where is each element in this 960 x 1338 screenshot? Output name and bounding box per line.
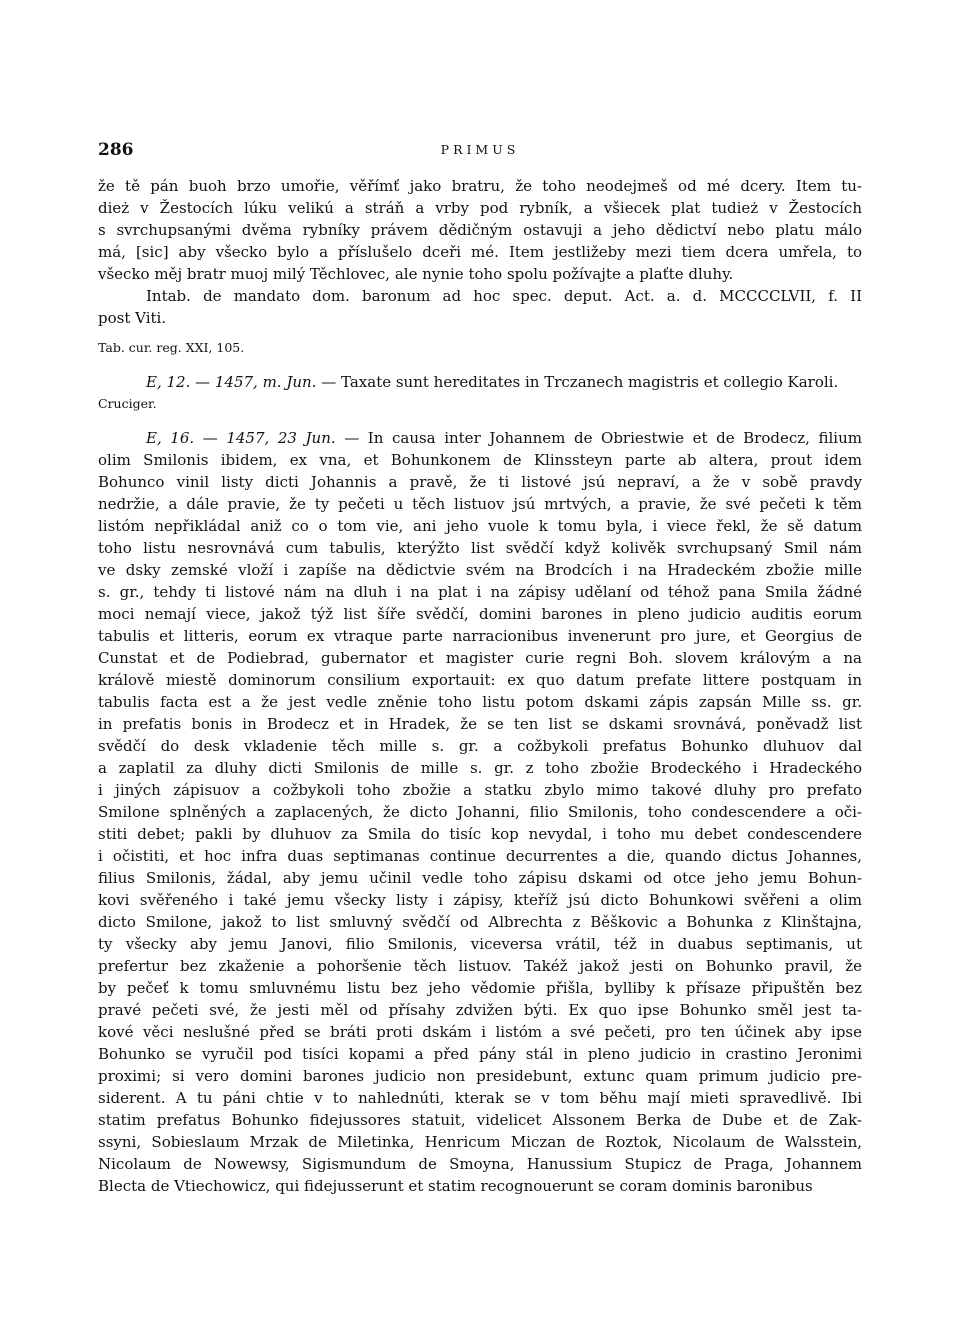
document-body	[98, 175, 862, 1197]
text-line	[98, 427, 862, 449]
text-line: i očistiti, et hoc infra duas septimanas continue decurrentes a die, quando dictus Johannes,	[98, 847, 862, 865]
text-line: a zaplatil za dluhy dicti Smilonis de mille s. gr. z toho zbožie Brodeckého i Hradeckého	[98, 759, 862, 777]
text-line: tabulis et litteris, eorum ex vtraque parte narracionibus invenerunt pro jure, et Georgius de	[98, 627, 862, 645]
entry-e16	[98, 427, 862, 1197]
entry-e12	[98, 371, 862, 393]
text-line: tabulis facta est a že jest vedle zněnie toho listu potom dskami zápis zapsán Mille ss. gr.	[98, 693, 862, 711]
text-line: ve dsky zemské vloží i zapíše na dědictvie svém na Brodcích i na Hradeckém zbožie mille	[98, 561, 862, 579]
entry-text: — In causa inter Johannem de Obriestwie et de Brodecz, filium	[344, 429, 862, 447]
text-line: dicto Smilone, jakož to list smluvný svědčí od Albrechta z Běškovic a Bohunka z Klinštajna,	[98, 913, 862, 931]
text-line: Bohunco vinil listy dicti Johannis a pravě, že ti listové jsú nepraví, a že v sobě pravdy	[98, 473, 862, 491]
text-line: Cunstat et de Podiebrad, gubernator et magister curie regni Boh. slovem královým a na	[98, 649, 862, 667]
text-line: s svrchupsanými dvěma rybníky právem dědičným ostavuji a jeho dědictví nebo platu málo	[98, 221, 862, 239]
text-line: filius Smilonis, žádal, aby jemu učinil vedle toho zápisu dskami od otce jeho jemu Bohun-	[98, 869, 862, 887]
text-line: statim prefatus Bohunko fidejussores statuit, videlicet Alssonem Berka de Dube et de Zak-	[98, 1111, 862, 1129]
text-line: post Viti.	[98, 309, 167, 327]
entry-lines	[98, 449, 862, 1197]
text-line: in prefatis bonis in Brodecz et in Hradek, že se ten list se dskami srovnává, poněvadž list	[98, 715, 862, 733]
text-line: olim Smilonis ibidem, ex vna, et Bohunkonem de Klinssteyn parte ab altera, prout idem	[98, 451, 862, 469]
page-number: 286	[98, 140, 134, 160]
text-line: stiti debet; pakli by dluhuov za Smila do tisíc kop nevydal, i toho mu debet condescendere	[98, 825, 862, 843]
text-line: ty všecky aby jemu Janovi, filio Smilonis, viceversa vrátil, též in duabus septimanis, ut	[98, 935, 862, 953]
paragraph-will	[98, 175, 862, 285]
text-line: kovi svěřeného i také jemu všecky listy i zápisy, kteříž jsú dicto Bohunkowi svěřeni a olim	[98, 891, 862, 909]
text-line: pravé pečeti své, že jesti měl od přísahy zdvižen býti. Ex quo ipse Bohunko směl jest ta-	[98, 1001, 862, 1019]
text-line: dież v Žestocích lúku velikú a stráň a vrby pod rybník, a všiecek plat tudież v Žestocích	[98, 199, 862, 217]
text-line: by pečeť k tomu smluvnému listu bez jeho vědomie přišla, bylliby k přísaze připuštěn bez	[98, 979, 862, 997]
entry-text: — Taxate sunt hereditates in Trczanech magistris et collegio Karoli.	[321, 373, 839, 391]
text-line: siderent. A tu páni chtie v to nahlednúti, kterak se v tom běhu mají mieti spravedlivě. Ibi	[98, 1089, 862, 1107]
text-line: Smilone splněných a zaplacených, že dicto Johanni, filio Smilonis, toho condescendere a oči-	[98, 803, 862, 821]
text-line: toho listu nesrovnává cum tabulis, kterýžto list svědčí když kolivěk svrchupsaný Smil nám	[98, 539, 862, 557]
text-line: Blecta de Vtiechowicz, qui fidejusserunt et statim recognouerunt se coram dominis baronibus	[98, 1177, 813, 1195]
text-line: všecko měj bratr muoj milý Těchlovec, ale nynie toho spolu požívajte a plaťte dluhy.	[98, 265, 734, 283]
paragraph-intabulation	[98, 285, 862, 329]
text-line: proximi; si vero domini barones judicio non presidebunt, extunc quam primum judicio pre-	[98, 1067, 862, 1085]
source-reference: Cruciger.	[98, 396, 157, 411]
text-line: má, [sic] aby všecko bylo a příslušelo dceři mé. Item jestližeby mezi tiem dcera umřela, to	[98, 243, 862, 261]
running-title: PRIMUS	[440, 142, 520, 157]
text-line: Bohunko se vyručil pod tisíci kopami a před pány stál in pleno judicio in crastino Jeronimi	[98, 1045, 862, 1063]
text-line: moci nemají viece, jakož týž list šíře svědčí, domini barones in pleno judicio auditis eorum	[98, 605, 862, 623]
text-line: kové věci neslušné před se bráti proti dskám i listóm a své pečeti, pro ten účinek aby ipse	[98, 1023, 862, 1041]
text-line: ssyni, Sobieslaum Mrzak de Miletinka, Henricum Miczan de Roztok, Nicolaum de Walsstein,	[98, 1133, 862, 1151]
text-line: prefertur bez zkaženie a pohoršenie těch listuov. Takéž jakož jesti on Bohunko pravil, že	[98, 957, 862, 975]
page-header	[98, 140, 862, 164]
text-line: i jiných zápisuov a cožbykoli toho zbožie a statku zbylo mimo takové dluhy pro prefato	[98, 781, 862, 799]
text-line: svědčí do desk vkladenie těch mille s. gr. a cožbykoli prefatus Bohunko dluhuov dal	[98, 737, 862, 755]
text-line: Nicolaum de Nowewsy, Sigismundum de Smoyna, Hanussium Stupicz de Praga, Johannem	[98, 1155, 862, 1173]
text-line: králově miestě dominorum consilium exportauit: ex quo datum prefate littere postquam in	[98, 671, 862, 689]
source-reference: Tab. cur. reg. XXI, 105.	[98, 340, 245, 355]
text-line: listóm nepřikládal aniž co o tom vie, ani jeho vuole k tomu byla, i viece řekl, že sě datum	[98, 517, 862, 535]
text-line: s. gr., tehdy ti listové nám na dluh i na plat i na zápisy udělaní od téhož pana Smila žádné	[98, 583, 862, 601]
entry-label: E, 12. — 1457, m. Jun.	[146, 373, 317, 391]
entry-label: E, 16. — 1457, 23 Jun.	[146, 429, 336, 447]
text-line: nedržie, a dále pravie, že ty pečeti u těch listuov jsú mrtvých, a pravie, že své pečeti k těm	[98, 495, 862, 513]
text-line: že tě pán buoh brzo umořie, věřímť jako bratru, že toho neodejmeš od mé dcery. Item tu-	[98, 177, 862, 195]
text-line: Intab. de mandato dom. baronum ad hoc spec. deput. Act. a. d. MCCCCLVII, f. II	[146, 287, 862, 305]
